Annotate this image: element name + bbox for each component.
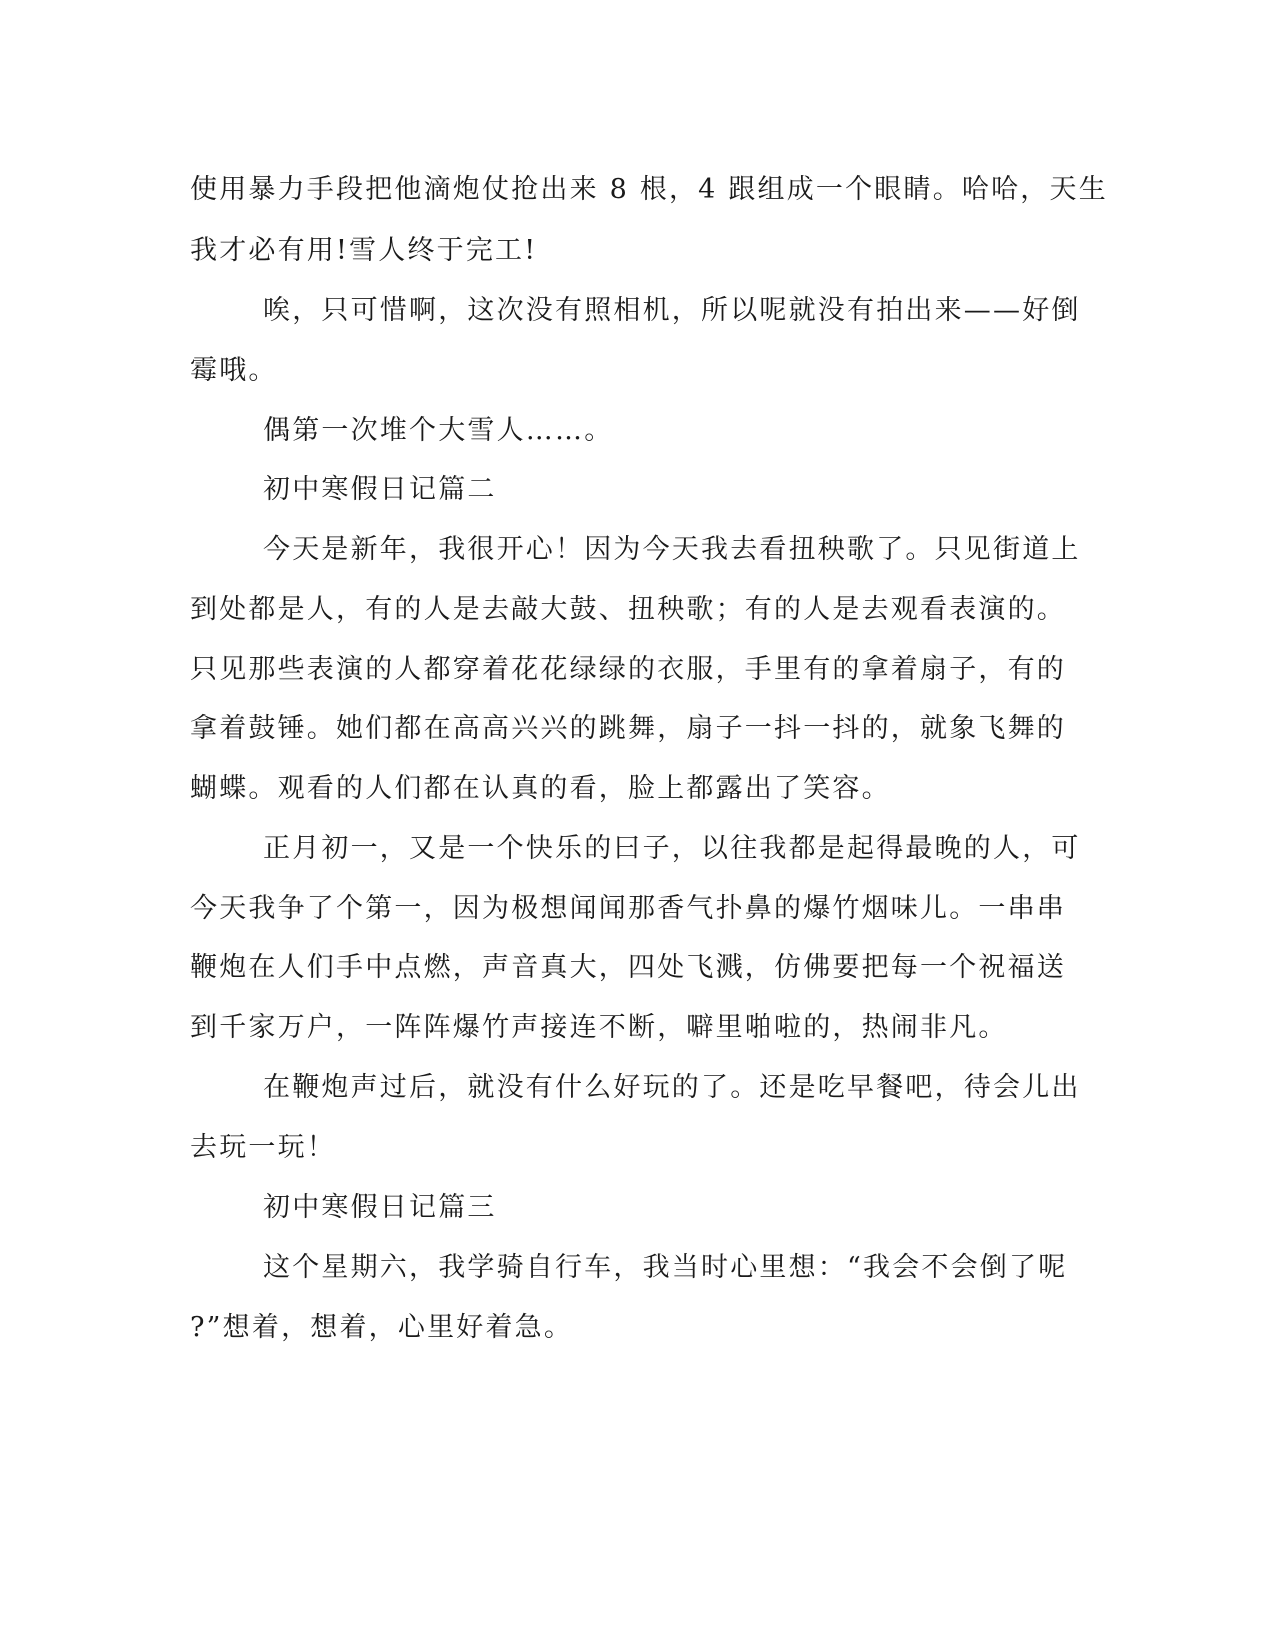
section-heading: 初中寒假日记篇三 xyxy=(263,1192,497,1223)
text-line: 鞭炮在人们手中点燃，声音真大，四处飞溅，仿佛要把每一个祝福送 xyxy=(190,952,1066,983)
text-line: 蝴蝶。观看的人们都在认真的看，脸上都露出了笑容。 xyxy=(190,773,891,804)
text-line: ?”想着，想着，心里好着急。 xyxy=(190,1312,574,1343)
text-line: 唉，只可惜啊，这次没有照相机，所以呢就没有拍出来——好倒 xyxy=(263,295,1081,326)
text-line: 到处都是人，有的人是去敲大鼓、扭秧歌；有的人是去观看表演的。 xyxy=(190,594,1066,625)
text-line: 去玩一玩！ xyxy=(190,1132,336,1163)
text-line: 只见那些表演的人都穿着花花绿绿的衣服，手里有的拿着扇子，有的 xyxy=(190,654,1066,685)
text-line: 霉哦。 xyxy=(190,355,278,386)
text-line: 今天是新年，我很开心！因为今天我去看扭秧歌了。只见街道上 xyxy=(263,534,1081,565)
section-heading: 初中寒假日记篇二 xyxy=(263,474,497,505)
text-line: 今天我争了个第一，因为极想闻闻那香气扑鼻的爆竹烟味儿。一串串 xyxy=(190,893,1066,924)
text-line: 拿着鼓锤。她们都在高高兴兴的跳舞，扇子一抖一抖的，就象飞舞的 xyxy=(190,713,1066,744)
text-line: 到千家万户，一阵阵爆竹声接连不断，噼里啪啦的，热闹非凡。 xyxy=(190,1012,1008,1043)
text-line: 使用暴力手段把他滴炮仗抢出来 8 根，4 跟组成一个眼睛。哈哈，天生 xyxy=(190,174,1108,205)
text-line: 在鞭炮声过后，就没有什么好玩的了。还是吃早餐吧，待会儿出 xyxy=(263,1072,1081,1103)
text-line: 偶第一次堆个大雪人……。 xyxy=(263,415,614,446)
text-line: 这个星期六，我学骑自行车，我当时心里想：“我会不会倒了呢 xyxy=(263,1252,1068,1283)
text-line: 我才必有用!雪人终于完工! xyxy=(190,235,538,266)
text-line: 正月初一，又是一个快乐的曰子，以往我都是起得最晚的人，可 xyxy=(263,833,1081,864)
